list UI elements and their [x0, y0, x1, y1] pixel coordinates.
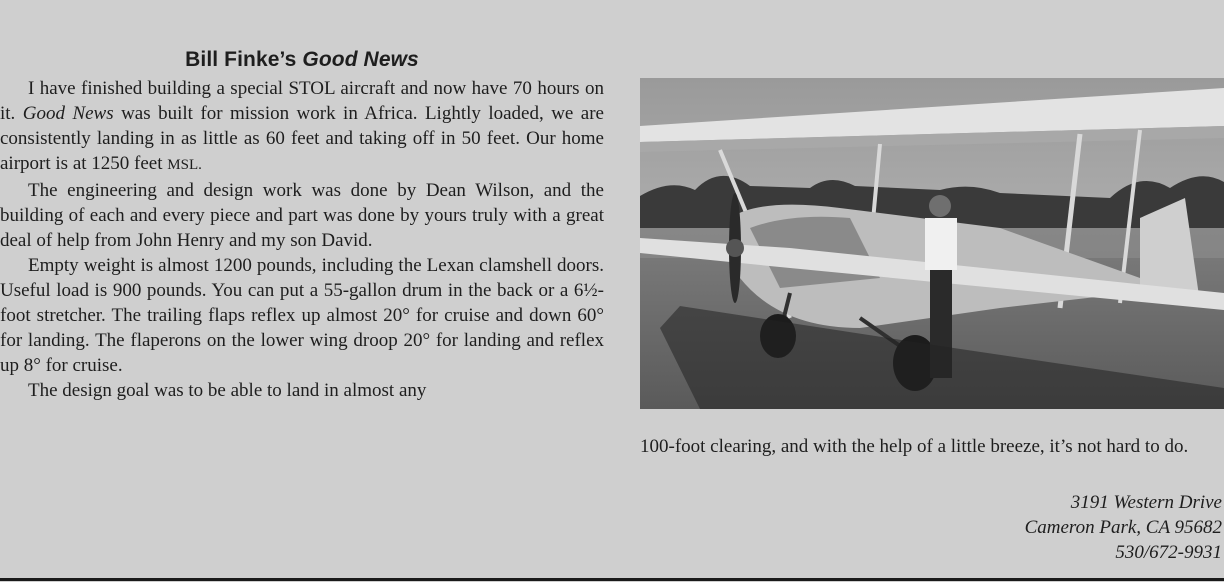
article-headline	[0, 48, 604, 72]
paragraph-2: The engineering and design work was done by Dean Wilson, and the building of each and every piece and part was done by yours truly with a great deal of help from John Henry and my son David.	[0, 180, 604, 251]
p1-msl: MSL.	[167, 157, 202, 173]
address-street: 3191 Western Drive	[1070, 492, 1222, 513]
p1-text-b: was built for mission work in Africa. Lightly loaded, we are consistently landing in as little as 60 feet and taking off in 50 feet. Our home airport is at 1250 feet	[0, 103, 604, 174]
address-phone: 530/672-9931	[1115, 542, 1222, 563]
article-left-column	[0, 48, 604, 403]
p1-text-a: I have finished building a special STOL aircraft and now have 70 hours on it.	[0, 78, 604, 124]
address-city: Cameron Park, CA 95682	[1024, 517, 1222, 538]
paragraph-1	[0, 76, 604, 178]
aircraft-photo	[640, 78, 1224, 409]
headline-title: Good News	[302, 48, 419, 71]
contact-address	[1025, 490, 1222, 565]
paragraph-3: Empty weight is almost 1200 pounds, including the Lexan clamshell doors. Useful load is 900 pounds. You can put a 55-gallon drum in the back or a 6½-foot stretcher. The trailing flaps reflex up almost 20° for cruise and down 60° for landing. The flaperons on the lower wing droop 20° for landing and reflex up 8° for cruise.	[0, 255, 604, 376]
bottom-rule	[0, 578, 1224, 581]
paragraph-5: 100-foot clearing, and with the help of a little breeze, it’s not hard to do.	[640, 436, 1189, 457]
paragraph-4: The design goal was to be able to land in almost any	[28, 380, 427, 401]
headline-name: Bill Finke’s	[185, 48, 297, 71]
p1-aircraft-name: Good News	[22, 103, 114, 124]
article-right-column	[640, 434, 1224, 459]
